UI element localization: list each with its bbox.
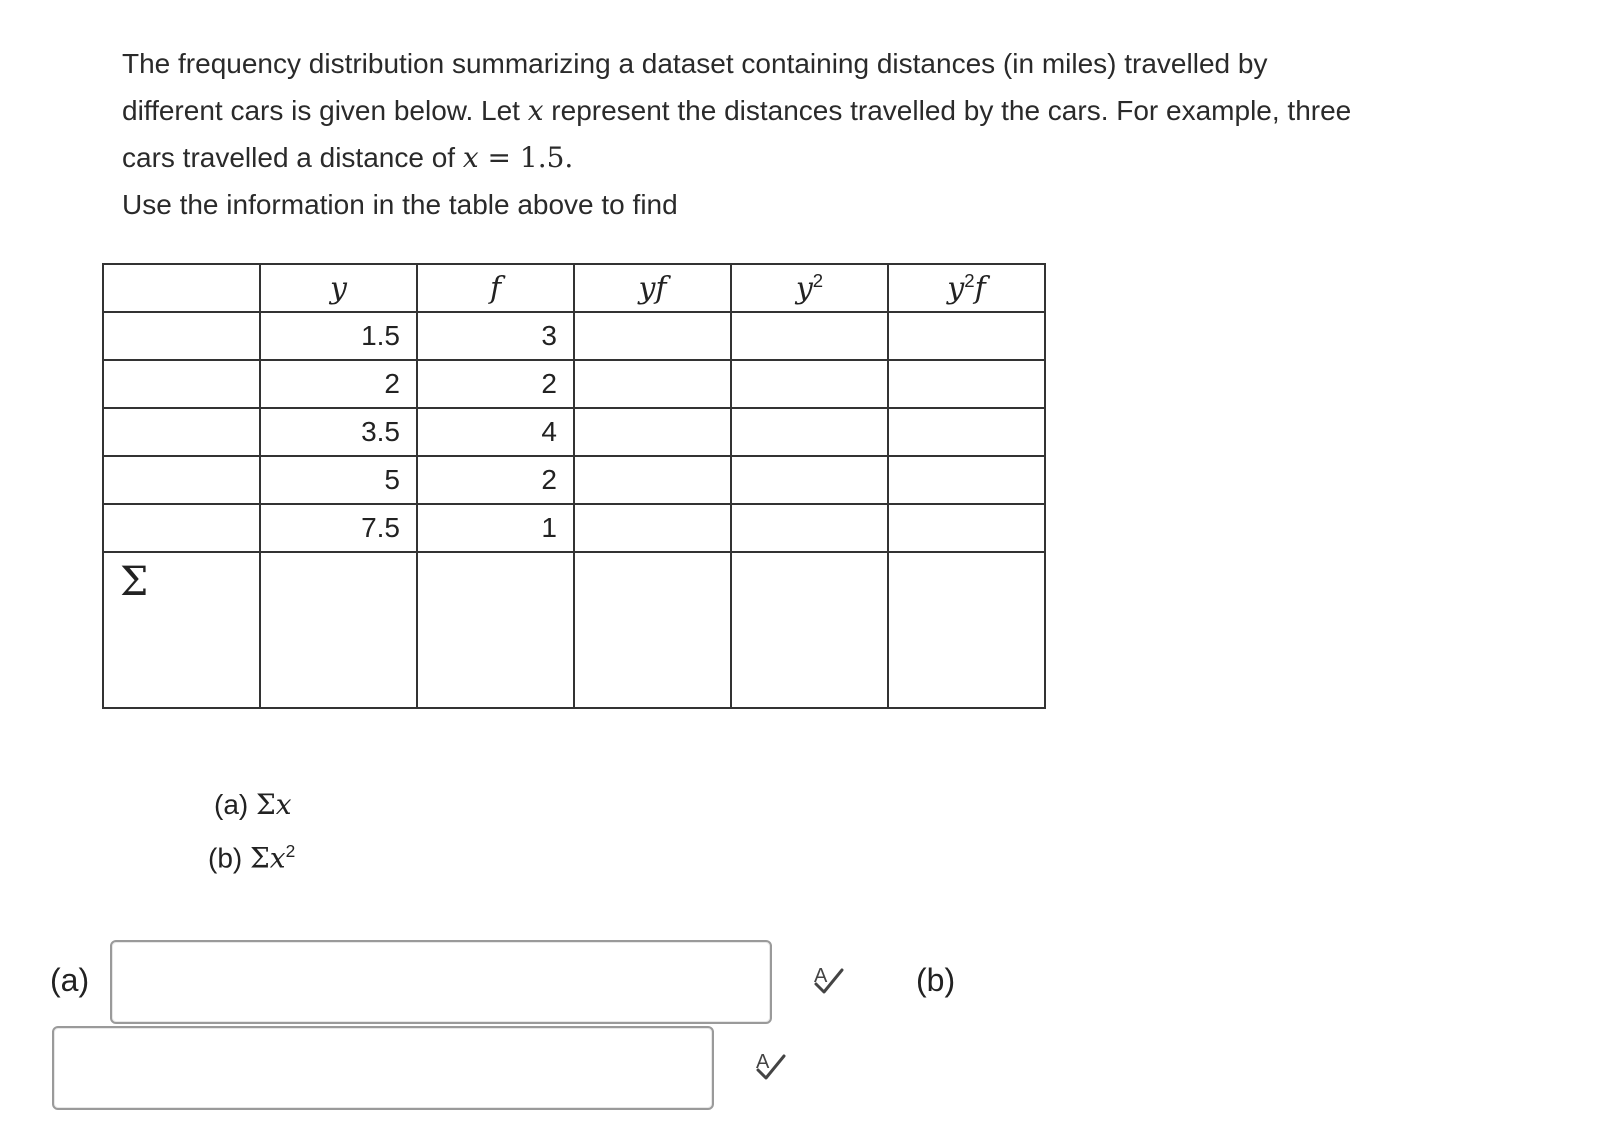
header-y: y bbox=[260, 264, 417, 312]
row-label-cell bbox=[103, 504, 260, 552]
cell-yf bbox=[574, 312, 731, 360]
cell-y: 1.5 bbox=[260, 312, 417, 360]
sum-cell-yf bbox=[574, 552, 731, 708]
cell-f: 1 bbox=[417, 504, 574, 552]
sum-cell-y2 bbox=[731, 552, 888, 708]
find-list bbox=[208, 782, 296, 881]
table-row bbox=[103, 408, 1045, 456]
table-row bbox=[103, 312, 1045, 360]
table-row bbox=[103, 360, 1045, 408]
cell-y2 bbox=[731, 360, 888, 408]
cell-y2f bbox=[888, 360, 1045, 408]
cell-y2 bbox=[731, 408, 888, 456]
answer-b-label: (b) bbox=[916, 962, 956, 998]
cell-f: 4 bbox=[417, 408, 574, 456]
row-label-cell bbox=[103, 360, 260, 408]
header-y-squared: $y^2$ bbox=[731, 264, 888, 312]
table-header-row bbox=[103, 264, 1045, 312]
cell-f: 2 bbox=[417, 360, 574, 408]
sum-cell-y bbox=[260, 552, 417, 708]
question-line-2: different cars is given below. Let x represent the distances travelled by the cars. For example, three bbox=[122, 94, 1352, 127]
find-item-b: (b) $\Sigma x^2$ bbox=[208, 841, 296, 875]
cell-yf bbox=[574, 504, 731, 552]
table-row bbox=[103, 456, 1045, 504]
cell-yf bbox=[574, 408, 731, 456]
header-f: f bbox=[417, 264, 574, 312]
question-line-3: cars travelled a distance of x = 1.5. bbox=[122, 141, 574, 174]
cell-yf bbox=[574, 456, 731, 504]
cell-y2 bbox=[731, 312, 888, 360]
cell-yf bbox=[574, 360, 731, 408]
row-label-cell bbox=[103, 456, 260, 504]
svg-text:A: A bbox=[814, 965, 828, 987]
cell-y2f bbox=[888, 504, 1045, 552]
question-line-1: The frequency distribution summarizing a dataset containing distances (in miles) travelled by bbox=[122, 48, 1268, 79]
header-cell-empty bbox=[103, 264, 260, 312]
cell-y2f bbox=[888, 408, 1045, 456]
header-y-squared-f: $y^2f$ bbox=[888, 264, 1045, 312]
row-label-cell bbox=[103, 312, 260, 360]
cell-y2 bbox=[731, 456, 888, 504]
sum-symbol: Σ bbox=[103, 552, 260, 708]
cell-y2 bbox=[731, 504, 888, 552]
spellcheck-icon[interactable] bbox=[752, 1048, 792, 1088]
answer-a-input[interactable] bbox=[110, 940, 772, 1024]
cell-f: 3 bbox=[417, 312, 574, 360]
frequency-table bbox=[102, 263, 1046, 709]
question-text bbox=[122, 40, 1522, 228]
table-row bbox=[103, 504, 1045, 552]
cell-y: 5 bbox=[260, 456, 417, 504]
cell-f: 2 bbox=[417, 456, 574, 504]
find-item-a: (a) Σx bbox=[214, 788, 292, 821]
svg-text:A: A bbox=[756, 1051, 770, 1073]
cell-y: 7.5 bbox=[260, 504, 417, 552]
answer-a-label: (a) bbox=[50, 962, 90, 998]
answer-b-input[interactable] bbox=[52, 1026, 714, 1110]
sum-cell-f bbox=[417, 552, 574, 708]
cell-y2f bbox=[888, 456, 1045, 504]
cell-y: 2 bbox=[260, 360, 417, 408]
table-sum-row bbox=[103, 552, 1045, 708]
header-yf: yf bbox=[574, 264, 731, 312]
row-label-cell bbox=[103, 408, 260, 456]
spellcheck-icon[interactable] bbox=[810, 962, 850, 1002]
question-line-4: Use the information in the table above to find bbox=[122, 189, 678, 220]
sum-cell-y2f bbox=[888, 552, 1045, 708]
cell-y: 3.5 bbox=[260, 408, 417, 456]
cell-y2f bbox=[888, 312, 1045, 360]
